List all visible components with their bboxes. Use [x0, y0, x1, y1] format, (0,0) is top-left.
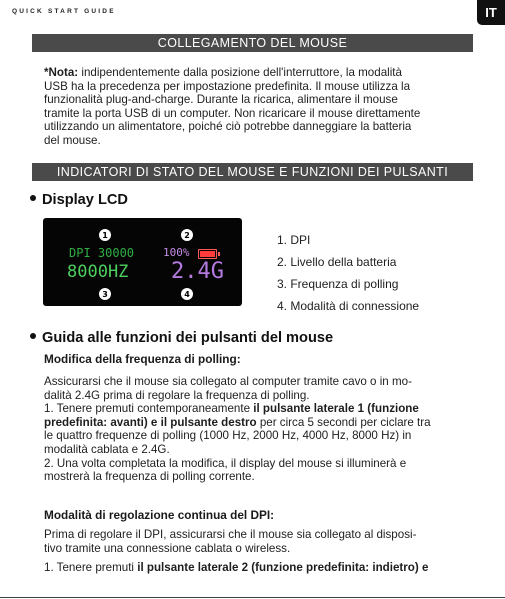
marker-4: 4 [181, 288, 193, 300]
note-line-4: tramite la porta USB di un computer. Non ricaricare il mouse direttamente [44, 106, 421, 120]
lcd-display-image [43, 218, 242, 306]
bullet-dot [30, 333, 36, 339]
polling-subheading: Modifica della frequenza di polling: [44, 352, 241, 366]
note-label: *Nota: [44, 66, 79, 79]
dpi-intro-line-2: tivo tramite una connessione cablata o wireless. [44, 541, 291, 555]
polling-intro-line-1: Assicurarsi che il mouse sia collegato al computer tramite cavo o in mo- [44, 375, 412, 388]
step2-line-2: mostrerà la frequenza di polling corrente. [44, 470, 255, 484]
dpi-subheading: Modalità di regolazione continua del DPI: [44, 508, 275, 522]
note-line-1: *Nota: indipendentemente dalla posizione dell'interruttore, la modalità [44, 66, 402, 79]
step1-line-1: 1. Tenere premuti contemporaneamente il pulsante laterale 1 (funzione [44, 402, 419, 416]
step1-line-3: le quattro frequenze di polling (1000 Hz, 2000 Hz, 4000 Hz, 8000 Hz) in [44, 429, 412, 443]
polling-instructions [44, 375, 484, 484]
lcd-heading: Display LCD [30, 192, 128, 208]
lcd-polling-value: 8000HZ [67, 262, 129, 282]
page-bottom-rule [0, 597, 505, 598]
dpi-step1 [44, 561, 484, 575]
legend-item-connection: 4. Modalità di connessione [277, 299, 420, 313]
note-line-3: funzionalità plug-and-charge. Durante la ricarica, alimentare il mouse [44, 93, 398, 107]
polling-intro-line-2: dalità 2.4G prima di regolare la frequenza di polling. [44, 388, 310, 402]
battery-icon [198, 249, 217, 259]
step1-line-4: modalità cablata e 2.4G. [44, 442, 170, 456]
buttons-heading: Guida alle funzioni dei pulsanti del mouse [30, 330, 333, 346]
legend-item-dpi: 1. DPI [277, 233, 311, 247]
lcd-dpi-value: DPI 30000 [69, 246, 135, 260]
lcd-mode-value: 2.4G [171, 259, 224, 284]
step2-line-1: 2. Una volta completata la modifica, il display del mouse si illuminerà e [44, 456, 407, 470]
marker-3: 3 [99, 288, 111, 300]
section-title-connection: COLLEGAMENTO DEL MOUSE [32, 34, 473, 52]
marker-1: 1 [99, 229, 111, 241]
legend-item-polling: 3. Frequenza di polling [277, 277, 399, 291]
dpi-intro-line-1: Prima di regolare il DPI, assicurarsi che il mouse sia collegato al disposi- [44, 528, 417, 541]
note-line-2: USB ha la precedenza per impostazione predefinita. Il mouse utilizza la [44, 79, 411, 93]
lcd-battery-value: 100% [163, 246, 190, 259]
guide-label: QUICK START GUIDE [12, 8, 116, 15]
lcd-legend-list [277, 229, 419, 317]
step1-line-2: predefinita: avanti) e il pulsante destro per circa 5 secondi per ciclare tra [44, 415, 431, 429]
note-paragraph [44, 66, 484, 148]
note-line-5: utilizzando un alimentatore, poiché ciò potrebbe danneggiare la batteria [44, 120, 412, 134]
dpi-step1-line-1: 1. Tenere premuti il pulsante laterale 2 (funzione predefinita: indietro) e [44, 561, 429, 574]
bullet-dot [30, 195, 36, 201]
legend-item-battery: 2. Livello della batteria [277, 255, 397, 269]
note-line-6: del mouse. [44, 133, 101, 147]
dpi-instructions [44, 528, 484, 555]
section-title-indicators: INDICATORI DI STATO DEL MOUSE E FUNZIONI DEI PULSANTI [32, 163, 473, 181]
language-badge: IT [477, 0, 505, 25]
marker-2: 2 [181, 229, 193, 241]
